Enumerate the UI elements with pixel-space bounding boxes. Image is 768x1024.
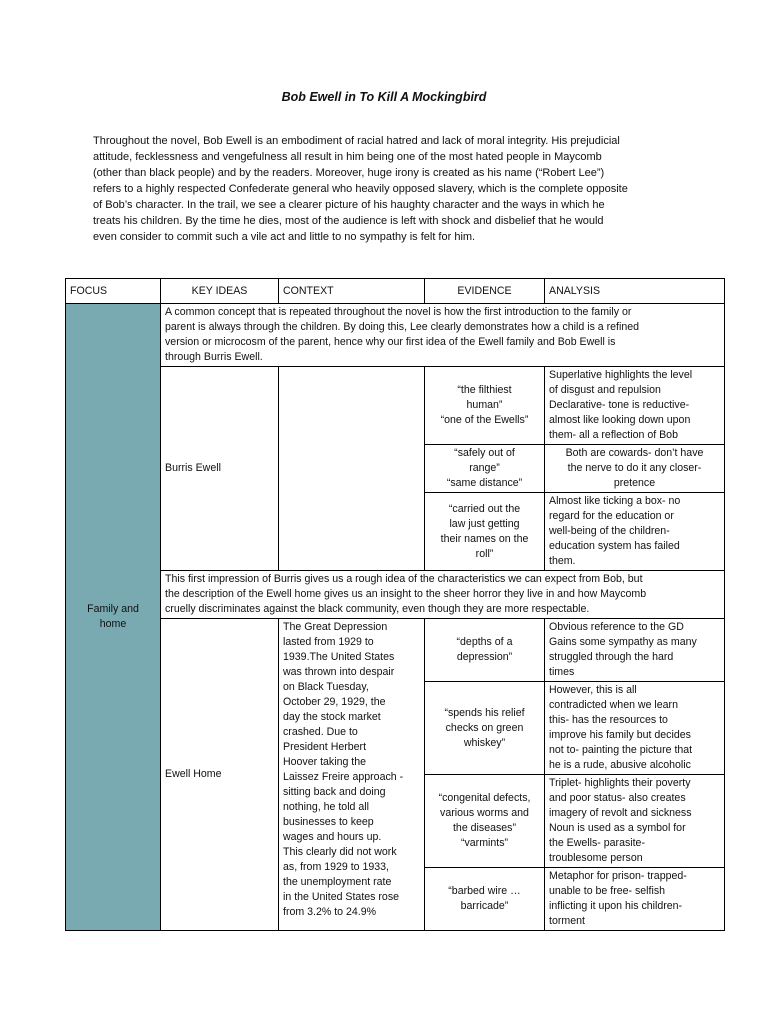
key-idea-burris-ewell: Burris Ewell xyxy=(161,367,279,571)
analysis-line: them- all a reflection of Bob xyxy=(549,429,678,441)
evidence-line: “same distance” xyxy=(446,477,523,489)
document-title: Bob Ewell in To Kill A Mockingbird xyxy=(281,90,487,104)
evidence-cell xyxy=(425,775,545,868)
context-line: as, from 1929 to 1933, xyxy=(283,861,390,873)
analysis-cell xyxy=(545,775,725,868)
evidence-cell xyxy=(425,868,545,931)
note-line: version or microcosm of the parent, hence why our first idea of the Ewell family and Bob Ewell is xyxy=(165,336,616,348)
analysis-line: well-being of the children- xyxy=(549,525,670,537)
evidence-line: “the filthiest xyxy=(457,384,512,396)
evidence-line: roll” xyxy=(475,547,494,560)
note-line: parent is always through the children. By doing this, Lee clearly demonstrates how a child is a refined xyxy=(165,321,640,333)
context-line: sitting back and doing xyxy=(283,786,386,798)
analysis-line: them. xyxy=(549,555,576,567)
analysis-line: times xyxy=(549,666,575,678)
intro-line: of Bob’s character. In the trail, we see a clearer picture of his haughty character and the ways in which he xyxy=(93,199,605,211)
analysis-cell xyxy=(545,868,725,931)
analysis-line: this- has the resources to xyxy=(549,714,668,726)
evidence-cell xyxy=(425,445,545,493)
context-line: was thrown into despair xyxy=(283,666,395,678)
evidence-line: their names on the xyxy=(440,532,529,545)
key-idea-ewell-home: Ewell Home xyxy=(161,619,279,931)
analysis-cell xyxy=(545,445,725,493)
analysis-line: However, this is all xyxy=(549,684,637,696)
analysis-line: and poor status- also creates xyxy=(549,792,686,804)
focus-line: home xyxy=(99,618,127,630)
mid-note-cell xyxy=(161,571,725,619)
context-line: wages and hours up. xyxy=(283,831,382,843)
evidence-line: human” xyxy=(466,399,503,411)
intro-line: treats his children. By the time he dies, most of the audience is left with shock and disbelief that he would xyxy=(93,215,604,227)
note-line: the description of the Ewell home gives us an insight to the sheer horror they live in and how Maycomb xyxy=(165,588,647,600)
note-line: This first impression of Burris gives us a rough idea of the characteristics we can expect from Bob, but xyxy=(165,573,643,585)
analysis-table xyxy=(65,278,725,931)
evidence-line: whiskey” xyxy=(463,736,506,749)
analysis-line: Noun is used as a symbol for xyxy=(549,822,686,834)
header-focus: FOCUS xyxy=(66,279,161,304)
focus-cell-family-and-home xyxy=(66,304,161,931)
analysis-line: improve his family but decides xyxy=(549,729,691,741)
header-evidence: EVIDENCE xyxy=(425,279,545,304)
context-line: crashed. Due to xyxy=(283,726,358,738)
context-ewell-home xyxy=(279,619,425,931)
context-line: October 29, 1929, the xyxy=(283,696,386,708)
note-line: A common concept that is repeated throughout the novel is how the first introduction to the family or xyxy=(165,306,632,318)
intro-note-cell xyxy=(161,304,725,367)
context-line: the unemployment rate xyxy=(283,876,392,888)
analysis-line: Both are cowards- don’t have xyxy=(565,447,704,459)
analysis-line: he is a rude, abusive alcoholic xyxy=(549,759,691,771)
analysis-cell xyxy=(545,367,725,445)
intro-line: even consider to commit such a vile act and little to no sympathy is felt for him. xyxy=(93,231,476,243)
context-line: This clearly did not work xyxy=(283,846,397,858)
evidence-cell xyxy=(425,619,545,682)
header-context: CONTEXT xyxy=(279,279,425,304)
analysis-line: struggled through the hard xyxy=(549,651,674,663)
analysis-line: Triplet- highlights their poverty xyxy=(549,777,691,789)
intro-paragraph xyxy=(93,133,683,245)
analysis-line: the Ewells- parasite- xyxy=(549,837,645,849)
evidence-line: “spends his relief xyxy=(444,706,525,719)
analysis-cell xyxy=(545,619,725,682)
evidence-line: “carried out the xyxy=(448,502,521,515)
header-analysis: ANALYSIS xyxy=(545,279,725,304)
analysis-line: the nerve to do it any closer- xyxy=(567,462,702,474)
analysis-line: Almost like ticking a box- no xyxy=(549,495,681,507)
context-line: from 3.2% to 24.9% xyxy=(283,906,377,918)
evidence-line: the diseases” xyxy=(452,822,516,834)
evidence-line: “barbed wire … xyxy=(448,885,521,897)
intro-line: Throughout the novel, Bob Ewell is an embodiment of racial hatred and lack of moral integrity. His prejudicial xyxy=(93,135,620,147)
analysis-line: Obvious reference to the GD xyxy=(549,621,684,633)
analysis-line: almost like looking down upon xyxy=(549,414,691,426)
context-line: Hoover taking the xyxy=(283,756,367,768)
analysis-line: education system has failed xyxy=(549,540,680,552)
evidence-line: “varmints” xyxy=(460,837,509,849)
context-line: President Herbert xyxy=(283,741,367,753)
context-line: on Black Tuesday, xyxy=(283,681,369,693)
focus-line: Family and xyxy=(87,603,139,615)
header-row xyxy=(66,279,725,304)
header-key-ideas: KEY IDEAS xyxy=(161,279,279,304)
table-row xyxy=(66,367,725,445)
analysis-line: Metaphor for prison- trapped- xyxy=(549,870,687,882)
evidence-line: “depths of a xyxy=(456,636,513,648)
evidence-line: checks on green xyxy=(445,721,524,734)
analysis-line: contradicted when we learn xyxy=(549,699,678,711)
evidence-line: “safely out of xyxy=(454,447,515,459)
evidence-line: “congenital defects, xyxy=(438,792,531,804)
context-line: Laissez Freire approach - xyxy=(283,771,404,783)
analysis-line: inflicting it upon his children- xyxy=(549,900,683,912)
analysis-line: imagery of revolt and sickness xyxy=(549,807,692,819)
analysis-cell xyxy=(545,682,725,775)
analysis-line: pretence xyxy=(613,477,656,489)
context-line: in the United States rose xyxy=(283,891,400,903)
analysis-line: regard for the education or xyxy=(549,510,674,522)
evidence-cell xyxy=(425,367,545,445)
intro-line: (other than black people) and by the readers. Moreover, huge irony is created as his name (“Robert Lee”) xyxy=(93,167,605,179)
analysis-line: troublesome person xyxy=(549,852,643,864)
analysis-line: not to- painting the picture that xyxy=(549,744,693,756)
context-line: day the stock market xyxy=(283,711,381,723)
evidence-cell xyxy=(425,682,545,775)
evidence-line: barricade” xyxy=(460,900,509,912)
table-row xyxy=(66,304,725,367)
evidence-line: law just getting xyxy=(449,517,520,530)
note-line: through Burris Ewell. xyxy=(165,351,263,363)
analysis-line: of disgust and repulsion xyxy=(549,384,661,396)
context-line: 1939.The United States xyxy=(283,651,395,663)
evidence-line: “one of the Ewells” xyxy=(440,414,529,426)
context-line: nothing, he told all xyxy=(283,801,369,813)
intro-line: refers to a highly respected Confederate general who heavily opposed slavery, which is the complete opposite xyxy=(93,183,628,195)
analysis-line: Gains some sympathy as many xyxy=(549,636,697,648)
analysis-line: Superlative highlights the level xyxy=(549,369,693,381)
note-line: cruelly discriminates against the black community, even though they are more respectable. xyxy=(165,603,590,615)
analysis-cell xyxy=(545,493,725,571)
evidence-line: range” xyxy=(469,462,500,474)
evidence-cell xyxy=(425,493,545,571)
intro-line: attitude, fecklessness and vengefulness all result in him being one of the most hated people in Maycomb xyxy=(93,151,602,163)
context-line: lasted from 1929 to xyxy=(283,636,374,648)
analysis-line: Declarative- tone is reductive- xyxy=(549,399,690,411)
table-row xyxy=(66,571,725,619)
evidence-line: various worms and xyxy=(440,807,529,819)
analysis-line: unable to be free- selfish xyxy=(549,885,666,897)
context-line: The Great Depression xyxy=(283,621,388,633)
context-line: businesses to keep xyxy=(283,816,374,828)
evidence-line: depression” xyxy=(456,651,513,663)
analysis-line: torment xyxy=(549,915,585,927)
context-burris-empty xyxy=(279,367,425,571)
table-row xyxy=(66,619,725,682)
